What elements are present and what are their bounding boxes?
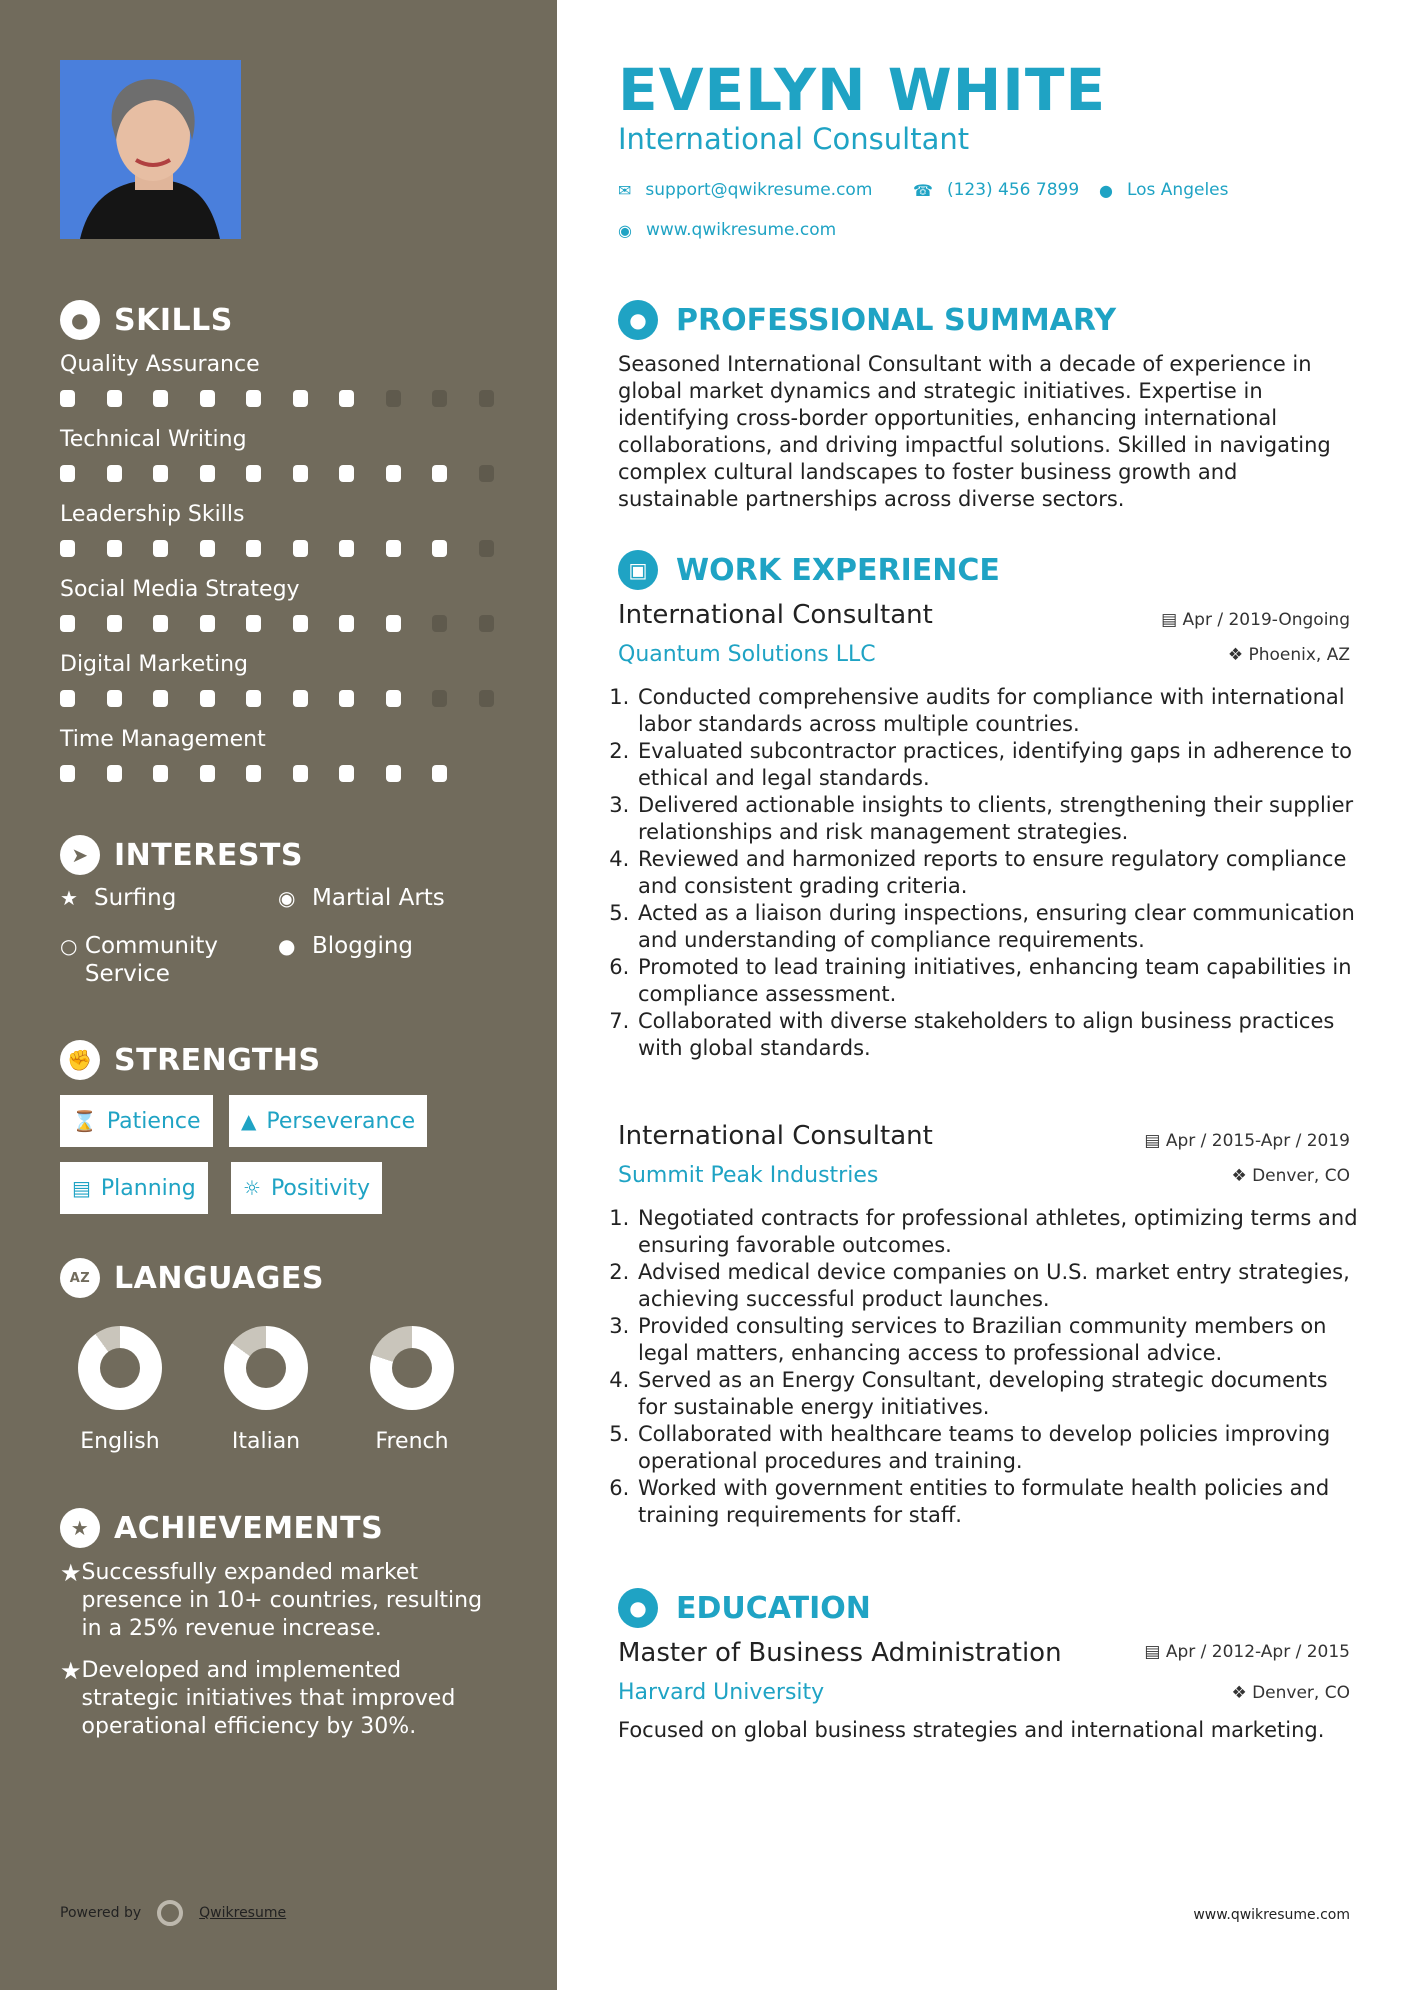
skills-heading: ● SKILLS (60, 300, 233, 340)
education-location: ❖ Denver, CO (1231, 1683, 1350, 1703)
skill-dot (293, 390, 308, 407)
interest-surfing: ★ Surfing (60, 885, 177, 911)
language-label: English (80, 1429, 160, 1454)
users-icon: ● (278, 934, 296, 958)
job-bullet: 6. Worked with government entities to formulate health policies and training requirements for staff. (636, 1475, 1358, 1529)
candidate-name: EVELYN WHITE (618, 56, 1107, 124)
job-title: International Consultant (618, 1121, 933, 1151)
star-icon: ★ (60, 886, 78, 910)
skill-dot (200, 465, 215, 482)
skill-rating (60, 540, 525, 557)
language-label: French (375, 1429, 449, 1454)
interest-community-service: ○ Community Service (60, 933, 219, 987)
achievement-item: ★ Developed and implemented strategic initiatives that improved operational efficiency by 30%. (60, 1657, 456, 1739)
language-ring-center (246, 1348, 286, 1388)
skill-dot (153, 390, 168, 407)
language-label: Italian (231, 1429, 301, 1454)
skill-dot (479, 690, 494, 707)
skill-dot (60, 465, 75, 482)
skill-dot (339, 390, 354, 407)
job-bullets (618, 684, 1358, 1062)
skill-dot (107, 465, 122, 482)
skill-dot (339, 615, 354, 632)
skill-dot (293, 540, 308, 557)
language-ring (224, 1326, 308, 1410)
calendar-icon: ▤ (1144, 1131, 1166, 1151)
skill-dot (107, 765, 122, 782)
skill-dot (293, 690, 308, 707)
skill-dot (246, 690, 261, 707)
pin-icon: ❖ (1231, 1166, 1253, 1186)
job-bullet: 2. Evaluated subcontractor practices, identifying gaps in adherence to ethical and legal standards. (636, 738, 1358, 792)
skill-dot (246, 540, 261, 557)
skill-dot (200, 540, 215, 557)
skill-dot (200, 390, 215, 407)
skill-name: Quality Assurance (60, 352, 260, 377)
globe-icon: ◉ (618, 220, 632, 240)
skill-dot (200, 690, 215, 707)
powered-by: Powered by Qwikresume (60, 1900, 286, 1926)
education-degree: Master of Business Administration (618, 1638, 1062, 1668)
footer-site[interactable]: www.qwikresume.com (1193, 1907, 1350, 1923)
skill-rating (60, 615, 525, 632)
calendar-icon: ▤ (72, 1176, 91, 1200)
contact-location: ● Los Angeles (1099, 180, 1229, 200)
hourglass-icon: ⌛ (72, 1109, 97, 1133)
skill-dot (153, 765, 168, 782)
job-date: ▤ Apr / 2015-Apr / 2019 (1144, 1131, 1350, 1151)
strength-positivity: ☼ Positivity (231, 1162, 382, 1214)
job-location: ❖ Denver, CO (1231, 1166, 1350, 1186)
skill-name: Technical Writing (60, 427, 247, 452)
main-content (557, 0, 1407, 1990)
strength-planning: ▤ Planning (60, 1162, 208, 1214)
language-ring-center (392, 1348, 432, 1388)
job-bullet: 3. Provided consulting services to Brazilian community members on legal matters, enhancing access to professional advice. (636, 1313, 1358, 1367)
skill-dot (386, 615, 401, 632)
education-text: Focused on global business strategies and international marketing. (618, 1718, 1325, 1742)
phone-icon: ☎ (913, 180, 933, 200)
road-icon: ▲ (241, 1109, 257, 1133)
skill-dot (339, 540, 354, 557)
job-bullet: 4. Served as an Energy Consultant, developing strategic documents for sustainable energy initiatives. (636, 1367, 1358, 1421)
skill-dot (339, 765, 354, 782)
lightbulb-icon: ● (60, 300, 100, 340)
job-bullet: 7. Collaborated with diverse stakeholders to align business practices with global standards. (636, 1008, 1358, 1062)
pin-icon: ❖ (1231, 1683, 1253, 1703)
skill-dot (386, 690, 401, 707)
skill-dot (479, 540, 494, 557)
job-date: ▤ Apr / 2019-Ongoing (1161, 610, 1350, 630)
education-heading: ● EDUCATION (618, 1588, 871, 1628)
skill-dot (479, 615, 494, 632)
skill-name: Social Media Strategy (60, 577, 300, 602)
calendar-icon: ▤ (1161, 610, 1183, 630)
skill-dot (293, 615, 308, 632)
skill-dot (432, 540, 447, 557)
skill-dot (386, 540, 401, 557)
languages-heading: AZ LANGUAGES (60, 1258, 324, 1298)
language-icon: AZ (60, 1258, 100, 1298)
skill-rating (60, 465, 525, 482)
shooting-star-icon: ★ (60, 1657, 82, 1685)
skill-rating (60, 765, 479, 782)
skill-dot (107, 540, 122, 557)
job-bullet: 1. Conducted comprehensive audits for compliance with international labor standards across multiple countries. (636, 684, 1358, 738)
skill-dot (246, 765, 261, 782)
skill-dot (200, 765, 215, 782)
skill-dot (432, 690, 447, 707)
skill-dot (339, 690, 354, 707)
pin-icon: ❖ (1227, 645, 1249, 665)
skill-dot (60, 690, 75, 707)
skill-dot (200, 615, 215, 632)
summary-heading: ● PROFESSIONAL SUMMARY (618, 300, 1116, 340)
language-ring (370, 1326, 454, 1410)
skill-dot (107, 615, 122, 632)
job-bullet: 6. Promoted to lead training initiatives, enhancing team capabilities in compliance assessment. (636, 954, 1358, 1008)
chair-icon: ▣ (618, 550, 658, 590)
skill-dot (432, 765, 447, 782)
profile-photo (60, 60, 241, 239)
star-badge-icon: ★ (60, 1508, 100, 1548)
skill-dot (386, 765, 401, 782)
skill-name: Digital Marketing (60, 652, 248, 677)
calendar-icon: ▤ (1144, 1642, 1166, 1662)
skill-dot (60, 765, 75, 782)
job-bullet: 1. Negotiated contracts for professional athletes, optimizing terms and ensuring favorable outcomes. (636, 1205, 1358, 1259)
skill-dot (153, 690, 168, 707)
skill-dot (246, 465, 261, 482)
skill-dot (60, 540, 75, 557)
strength-patience: ⌛ Patience (60, 1095, 213, 1147)
job-bullet: 3. Delivered actionable insights to clients, strengthening their supplier relationships and risk management strategies. (636, 792, 1358, 846)
job-bullets (618, 1205, 1358, 1529)
skill-dot (432, 465, 447, 482)
qwikresume-logo-icon (157, 1900, 183, 1926)
education-date: ▤ Apr / 2012-Apr / 2015 (1144, 1642, 1350, 1662)
skill-dot (339, 465, 354, 482)
skill-dot (432, 390, 447, 407)
graduate-icon: ● (618, 1588, 658, 1628)
strengths-heading: ✊ STRENGTHS (60, 1040, 321, 1080)
summary-text: Seasoned International Consultant with a decade of experience in global market dynamics and strategic initiatives. Expertise in identifying cross-border opportunities, enhancing international collaborations, and driving impactful solutions. Skilled in navigating complex cultural landscapes to foster business growth and sustainable partnerships across diverse sectors. (618, 352, 1331, 511)
job-company: Summit Peak Industries (618, 1163, 879, 1188)
skill-name: Time Management (60, 727, 266, 752)
language-ring (78, 1326, 162, 1410)
skill-dot (60, 615, 75, 632)
achievements-heading: ★ ACHIEVEMENTS (60, 1508, 383, 1548)
skill-dot (153, 540, 168, 557)
interest-blogging: ● Blogging (278, 933, 414, 959)
job-title: International Consultant (618, 600, 933, 630)
user-icon: ● (618, 300, 658, 340)
sidebar (0, 0, 557, 1990)
contact-website[interactable]: ◉ www.qwikresume.com (618, 220, 837, 240)
interest-martial-arts: ◉ Martial Arts (278, 885, 445, 911)
achievement-item: ★ Successfully expanded market presence in 10+ countries, resulting in a 25% revenue increase. (60, 1559, 483, 1641)
language-ring-center (100, 1348, 140, 1388)
qwikresume-link[interactable]: Qwikresume (199, 1905, 287, 1921)
contact-phone[interactable]: ☎ (123) 456 7899 (913, 180, 1080, 200)
work-heading: ▣ WORK EXPERIENCE (618, 550, 1000, 590)
skill-dot (386, 390, 401, 407)
skill-rating (60, 690, 525, 707)
job-company: Quantum Solutions LLC (618, 642, 876, 667)
job-bullet: 2. Advised medical device companies on U.S. market entry strategies, achieving successful product launches. (636, 1259, 1358, 1313)
job-bullet: 5. Collaborated with healthcare teams to develop policies improving operational procedures and training. (636, 1421, 1358, 1475)
skill-name: Leadership Skills (60, 502, 245, 527)
globe-icon: ◉ (278, 886, 296, 910)
skill-dot (386, 465, 401, 482)
contact-email[interactable]: ✉ support@qwikresume.com (618, 180, 873, 200)
skill-rating (60, 390, 525, 407)
sun-icon: ☼ (243, 1176, 261, 1200)
skill-dot (107, 690, 122, 707)
map-pin-icon: ● (1099, 180, 1113, 200)
skill-dot (246, 390, 261, 407)
skill-dot (246, 615, 261, 632)
skill-dot (153, 465, 168, 482)
skill-dot (432, 615, 447, 632)
skill-dot (107, 390, 122, 407)
job-bullet: 4. Reviewed and harmonized reports to ensure regulatory compliance and consistent grading criteria. (636, 846, 1358, 900)
strength-perseverance: ▲ Perseverance (229, 1095, 427, 1147)
skill-dot (293, 765, 308, 782)
interests-heading: ➤ INTERESTS (60, 835, 303, 875)
job-bullet: 5. Acted as a liaison during inspections, ensuring clear communication and understanding of compliance requirements. (636, 900, 1358, 954)
skill-dot (293, 465, 308, 482)
candidate-role: International Consultant (618, 122, 970, 156)
fist-icon: ✊ (60, 1040, 100, 1080)
skill-dot (60, 390, 75, 407)
envelope-icon: ✉ (618, 180, 632, 200)
shooting-star-icon: ★ (60, 1559, 82, 1587)
job-location: ❖ Phoenix, AZ (1227, 645, 1350, 665)
badge-icon: ○ (60, 934, 78, 958)
skill-dot (479, 465, 494, 482)
paper-plane-icon: ➤ (60, 835, 100, 875)
skill-dot (153, 615, 168, 632)
skill-dot (479, 390, 494, 407)
education-school: Harvard University (618, 1680, 825, 1705)
